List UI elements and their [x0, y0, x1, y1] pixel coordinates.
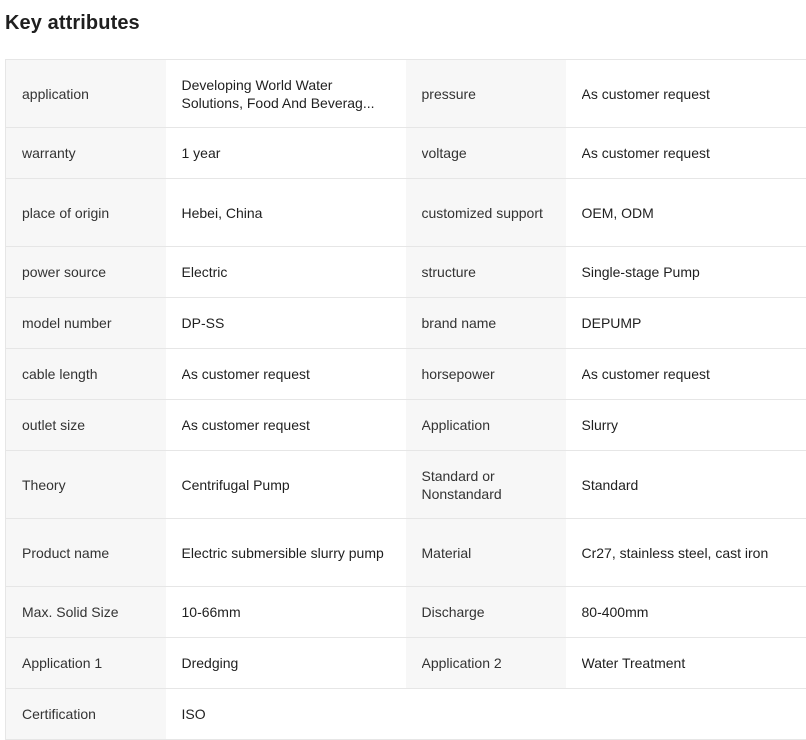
- attribute-value-text: As customer request: [182, 365, 390, 383]
- attribute-row: [6, 179, 806, 247]
- attribute-value-text: Hebei, China: [182, 204, 390, 222]
- attribute-key-text: Discharge: [422, 603, 550, 621]
- attribute-value-text: Cr27, stainless steel, cast iron: [582, 544, 791, 562]
- attribute-key-text: application: [22, 85, 150, 103]
- attribute-key-text: warranty: [22, 144, 150, 162]
- attribute-value-text: 1 year: [182, 144, 390, 162]
- attribute-row: [6, 298, 806, 349]
- attribute-key-text: structure: [422, 263, 550, 281]
- attribute-key-text: voltage: [422, 144, 550, 162]
- attribute-row: [6, 349, 806, 400]
- attribute-value-text: Electric submersible slurry pump: [182, 544, 390, 562]
- attribute-key-text: outlet size: [22, 416, 150, 434]
- attribute-value-text: As customer request: [582, 85, 791, 103]
- attribute-key: [6, 689, 166, 740]
- attribute-value: [166, 179, 406, 247]
- attribute-value: [166, 638, 406, 689]
- attribute-key-text: customized support: [422, 204, 550, 222]
- attribute-key: [406, 128, 566, 179]
- attribute-key-text: Application: [422, 416, 550, 434]
- attribute-value-text: Water Treatment: [582, 654, 791, 672]
- empty-cell: [406, 689, 566, 740]
- attribute-key-text: Max. Solid Size: [22, 603, 150, 621]
- attribute-value: [166, 400, 406, 451]
- attribute-value: [566, 247, 806, 298]
- attribute-row: [6, 519, 806, 587]
- attribute-value-text: OEM, ODM: [582, 204, 791, 222]
- attribute-key-text: Certification: [22, 705, 150, 723]
- attribute-value-text: DP-SS: [182, 314, 390, 332]
- attribute-key: [406, 298, 566, 349]
- attribute-key: [406, 179, 566, 247]
- attribute-key: [406, 451, 566, 519]
- attribute-value-text: As customer request: [182, 416, 390, 434]
- attribute-value-text: Single-stage Pump: [582, 263, 791, 281]
- attribute-key: [406, 587, 566, 638]
- attribute-value: [166, 519, 406, 587]
- attribute-key: [406, 247, 566, 298]
- attribute-value: [566, 519, 806, 587]
- attribute-value: [166, 349, 406, 400]
- attribute-row: [6, 451, 806, 519]
- attribute-value-text: DEPUMP: [582, 314, 791, 332]
- attribute-key: [6, 60, 166, 128]
- attribute-key: [6, 587, 166, 638]
- attribute-key-text: Application 1: [22, 654, 150, 672]
- attribute-value: [566, 179, 806, 247]
- empty-cell: [566, 689, 806, 740]
- attribute-key-text: place of origin: [22, 204, 150, 222]
- attributes-body: [6, 60, 806, 740]
- attribute-key: [6, 179, 166, 247]
- attribute-value-text: Standard: [582, 476, 791, 494]
- attribute-value: [166, 451, 406, 519]
- attribute-key-text: model number: [22, 314, 150, 332]
- attribute-key-text: Application 2: [422, 654, 550, 672]
- attribute-value: [566, 587, 806, 638]
- attribute-value: [166, 298, 406, 349]
- attribute-key-text: Theory: [22, 476, 150, 494]
- attribute-value: [566, 60, 806, 128]
- attribute-value: [166, 689, 406, 740]
- attribute-value-text: ISO: [182, 705, 390, 723]
- attribute-key-text: Standard or Nonstandard: [422, 467, 550, 503]
- attribute-value: [166, 60, 406, 128]
- key-attributes-table: [5, 59, 806, 740]
- attribute-key: [6, 349, 166, 400]
- attribute-value: [566, 128, 806, 179]
- attribute-key: [6, 247, 166, 298]
- attribute-value: [566, 638, 806, 689]
- attribute-value: [566, 349, 806, 400]
- attribute-row: [6, 247, 806, 298]
- attribute-key-text: horsepower: [422, 365, 550, 383]
- attribute-value-text: Dredging: [182, 654, 390, 672]
- attribute-value-text: Centrifugal Pump: [182, 476, 390, 494]
- attribute-row: [6, 128, 806, 179]
- attribute-key-text: pressure: [422, 85, 550, 103]
- attribute-key-text: Product name: [22, 544, 150, 562]
- attribute-key: [406, 519, 566, 587]
- attribute-value: [566, 451, 806, 519]
- attribute-row: [6, 400, 806, 451]
- attribute-value-text: As customer request: [582, 144, 791, 162]
- attribute-key-text: cable length: [22, 365, 150, 383]
- section-title: Key attributes: [5, 12, 140, 35]
- attribute-row: [6, 60, 806, 128]
- attribute-key: [406, 349, 566, 400]
- attribute-value-text: Slurry: [582, 416, 791, 434]
- attribute-value: [566, 400, 806, 451]
- attribute-value-text: Developing World Water Solutions, Food And Beverag...: [182, 76, 390, 112]
- attribute-key: [6, 638, 166, 689]
- attribute-key: [6, 451, 166, 519]
- attribute-key: [406, 400, 566, 451]
- attribute-row: [6, 587, 806, 638]
- attribute-key-text: Material: [422, 544, 550, 562]
- attribute-key-text: power source: [22, 263, 150, 281]
- attribute-key: [406, 638, 566, 689]
- attribute-key: [6, 400, 166, 451]
- attribute-key: [6, 519, 166, 587]
- attribute-row: [6, 689, 806, 740]
- attribute-key: [406, 60, 566, 128]
- attribute-value-text: Electric: [182, 263, 390, 281]
- attribute-key: [6, 298, 166, 349]
- attribute-value: [166, 587, 406, 638]
- attribute-value: [566, 298, 806, 349]
- attribute-key-text: brand name: [422, 314, 550, 332]
- attribute-key: [6, 128, 166, 179]
- attribute-value-text: 80-400mm: [582, 603, 791, 621]
- attribute-value: [166, 128, 406, 179]
- attribute-row: [6, 638, 806, 689]
- attribute-value-text: As customer request: [582, 365, 791, 383]
- attribute-value-text: 10-66mm: [182, 603, 390, 621]
- attribute-value: [166, 247, 406, 298]
